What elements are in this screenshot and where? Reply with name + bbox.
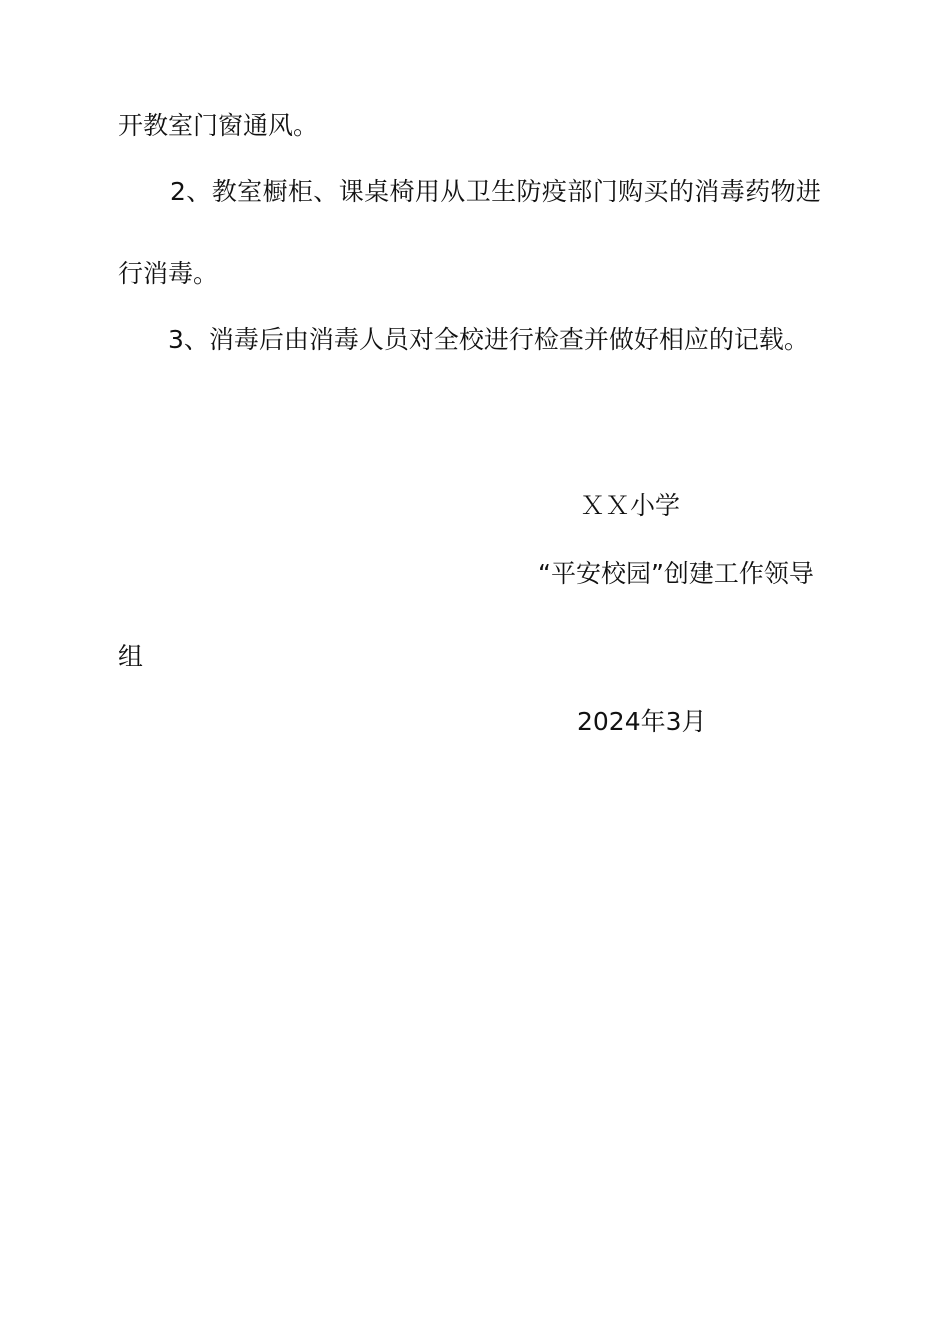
signature-group-line-2: 组: [118, 642, 144, 671]
paragraph-continuation: 开教室门窗通风。: [118, 111, 319, 140]
item-2-line-2: 行消毒。: [118, 259, 219, 288]
signature-group-line-1: “平安校园”创建工作领导: [538, 559, 814, 588]
item-3: 3、消毒后由消毒人员对全校进行检查并做好相应的记载。: [168, 325, 809, 354]
signature-school: ＸＸ小学: [580, 491, 681, 520]
signature-date: 2024年3月: [577, 707, 707, 736]
item-2-line-1: 2、教室橱柜、课桌椅用从卫生防疫部门购买的消毒药物进: [170, 177, 822, 206]
